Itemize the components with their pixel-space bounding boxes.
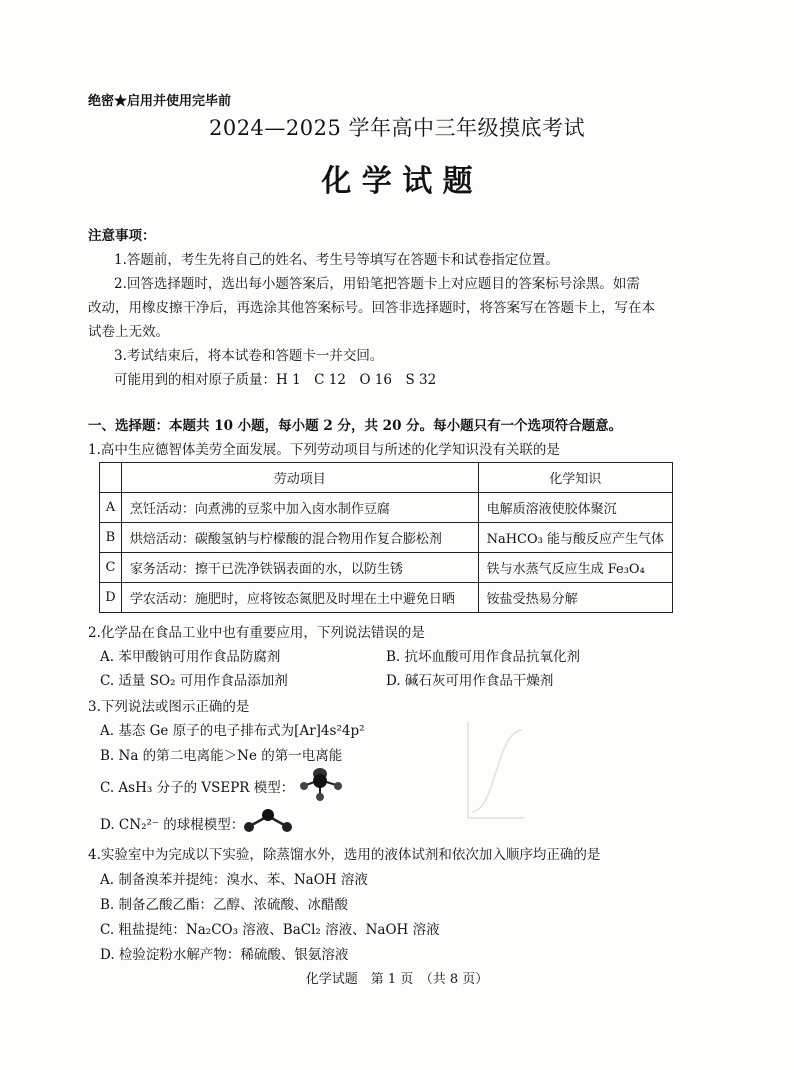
row-knowledge: 铁与水蒸气反应生成 Fe₃O₄ <box>478 553 672 583</box>
page-footer: 化学试题 第 1 页 （共 8 页） <box>305 972 489 987</box>
notice-item-3: 3.考试结束后，将本试卷和答题卡一并交回。 <box>114 348 384 364</box>
q2-option-b: B. 抗坏血酸可用作食品抗氧化剂 <box>386 649 581 665</box>
subject-title: 化 学 试 题 <box>321 164 473 199</box>
table-row <box>100 523 673 553</box>
q3-option-d: D. CN₂²⁻ 的球棍模型： <box>100 817 245 833</box>
exam-title: 2024—2025 学年高中三年级摸底考试 <box>208 116 586 140</box>
question-1-stem: 1.高中生应德智体美劳全面发展。下列劳动项目与所述的化学知识没有关联的是 <box>88 442 560 458</box>
q4-option-a: A. 制备溴苯并提纯：溴水、苯、NaOH 溶液 <box>100 872 368 888</box>
row-knowledge: 电解质溶液使胶体聚沉 <box>478 493 672 523</box>
row-activity: 烘焙活动：碳酸氢钠与柠檬酸的混合物用作复合膨松剂 <box>121 523 478 553</box>
vsepr-model-icon <box>296 766 346 802</box>
notice-item-2-cont: 改动，用橡皮擦干净后，再选涂其他答案标号。回答非选择题时，将答案写在答题卡上，写在本 <box>88 300 655 316</box>
q2-option-a: A. 苯甲酸钠可用作食品防腐剂 <box>100 649 281 665</box>
notice-heading: 注意事项： <box>88 228 156 244</box>
row-activity: 烹饪活动：向煮沸的豆浆中加入卤水制作豆腐 <box>121 493 478 523</box>
bleed-through-curve <box>466 712 526 822</box>
row-label: C <box>100 553 122 583</box>
row-activity: 学农活动：施肥时，应将铵态氮肥及时埋在土中避免日晒 <box>121 583 478 613</box>
q2-option-d: D. 碱石灰可用作食品干燥剂 <box>386 673 554 689</box>
row-knowledge: 铵盐受热易分解 <box>478 583 672 613</box>
q2-option-c: C. 适量 SO₂ 可用作食品添加剂 <box>100 673 288 689</box>
ball-stick-model-icon <box>240 806 296 836</box>
question-4-stem: 4.实验室中为完成以下实验，除蒸馏水外，选用的液体试剂和依次加入顺序均正确的是 <box>88 847 601 863</box>
table-row <box>100 553 673 583</box>
q3-option-b: B. Na 的第二电离能＞Ne 的第一电离能 <box>100 748 343 764</box>
header-knowledge: 化学知识 <box>478 463 672 493</box>
row-label: D <box>100 583 122 613</box>
q4-option-c: C. 粗盐提纯：Na₂CO₃ 溶液、BaCl₂ 溶液、NaOH 溶液 <box>100 922 440 938</box>
q3-option-c: C. AsH₃ 分子的 VSEPR 模型： <box>100 780 295 796</box>
table-header-row <box>100 463 673 493</box>
row-activity: 家务活动：擦干已洗净铁锅表面的水，以防生锈 <box>121 553 478 583</box>
confidential-mark: 绝密★启用并使用完毕前 <box>88 94 232 109</box>
q4-option-d: D. 检验淀粉水解产物：稀硫酸、银氨溶液 <box>100 947 349 963</box>
notice-item-1: 1.答题前，考生先将自己的姓名、考生号等填写在答题卡和试卷指定位置。 <box>114 252 559 268</box>
table-row <box>100 583 673 613</box>
question-1-table <box>99 462 673 613</box>
section-heading: 一、选择题：本题共 10 小题，每小题 2 分，共 20 分。每小题只有一个选项符合题意。 <box>88 418 623 434</box>
table-row <box>100 493 673 523</box>
row-knowledge: NaHCO₃ 能与酸反应产生气体 <box>478 523 672 553</box>
question-2-stem: 2.化学品在食品工业中也有重要应用，下列说法错误的是 <box>88 625 425 641</box>
question-3-stem: 3.下列说法或图示正确的是 <box>88 699 250 715</box>
row-label: A <box>100 493 122 523</box>
q4-option-b: B. 制备乙酸乙酯：乙醇、浓硫酸、冰醋酸 <box>100 897 349 913</box>
notice-item-2: 2.回答选择题时，选出每小题答案后，用铅笔把答题卡上对应题目的答案标号涂黑。如需 <box>114 276 640 292</box>
atomic-mass-note: 可能用到的相对原子质量：H 1 C 12 O 16 S 32 <box>114 372 437 388</box>
header-activity: 劳动项目 <box>121 463 478 493</box>
q3-option-a: A. 基态 Ge 原子的电子排布式为[Ar]4s²4p² <box>100 723 365 739</box>
row-label: B <box>100 523 122 553</box>
notice-item-2-end: 试卷上无效。 <box>88 324 169 340</box>
